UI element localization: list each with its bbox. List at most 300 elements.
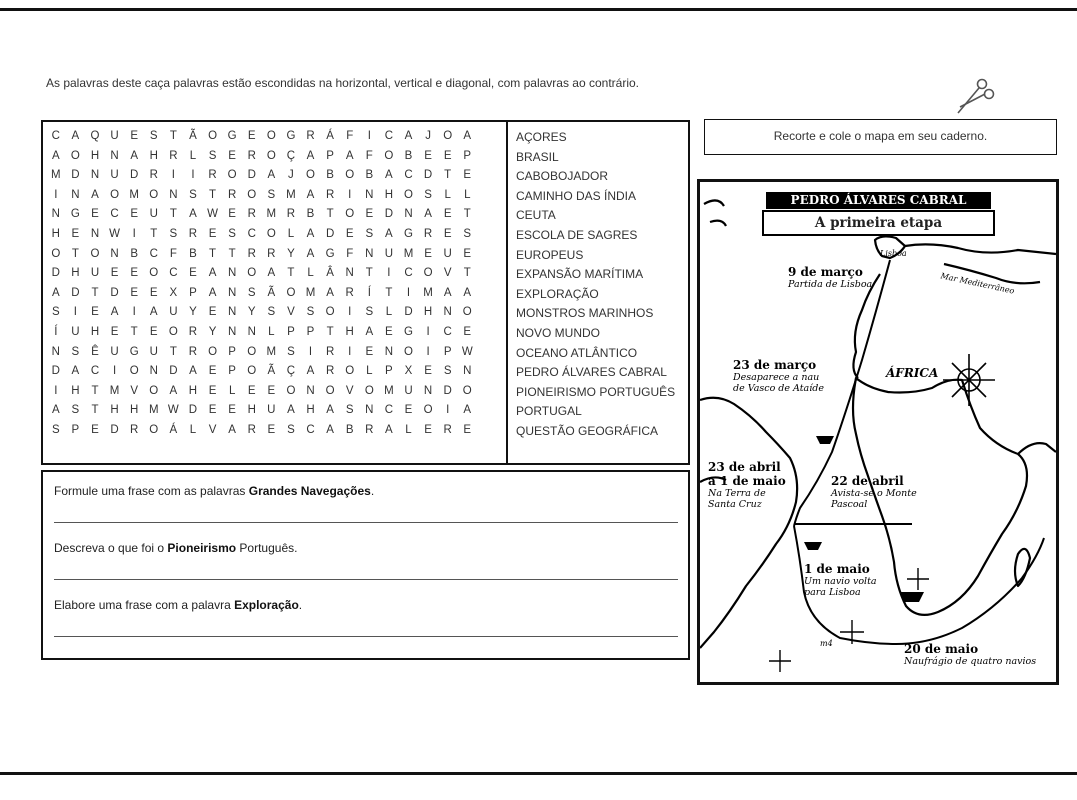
grid-cell[interactable]: Ã (189, 130, 197, 142)
answer-line-1[interactable] (54, 522, 678, 523)
grid-cell[interactable]: Á (326, 130, 334, 142)
grid-cell[interactable]: A (326, 286, 334, 299)
grid-cell[interactable]: A (385, 227, 393, 240)
grid-cell[interactable]: A (51, 404, 60, 417)
grid-cell[interactable]: C (404, 169, 413, 182)
grid-cell[interactable]: M (109, 384, 120, 397)
grid-cell[interactable]: I (54, 188, 58, 201)
grid-cell[interactable]: O (364, 384, 374, 397)
grid-cell[interactable]: S (306, 306, 315, 319)
grid-cell[interactable]: B (130, 247, 138, 260)
grid-cell[interactable]: D (384, 208, 394, 221)
grid-cell[interactable]: M (129, 188, 139, 201)
grid-cell[interactable]: D (110, 286, 119, 299)
grid-cell[interactable]: A (463, 404, 472, 417)
grid-cell[interactable]: T (463, 208, 471, 221)
grid-cell[interactable]: D (423, 169, 433, 182)
grid-cell[interactable]: S (287, 345, 295, 358)
grid-cell[interactable]: A (71, 365, 80, 378)
grid-cell[interactable]: N (463, 365, 472, 378)
grid-cell[interactable]: L (307, 267, 314, 280)
grid-cell[interactable]: B (306, 208, 315, 221)
grid-cell[interactable]: A (306, 365, 315, 378)
grid-cell[interactable]: E (110, 325, 119, 338)
grid-cell[interactable]: E (110, 267, 119, 280)
grid-cell[interactable]: E (228, 149, 236, 162)
grid-cell[interactable]: T (444, 169, 452, 182)
grid-cell[interactable]: E (404, 404, 413, 417)
grid-cell[interactable]: A (267, 169, 276, 182)
grid-cell[interactable]: U (71, 325, 80, 338)
grid-cell[interactable]: C (306, 423, 315, 436)
grid-cell[interactable]: E (463, 423, 472, 436)
grid-cell[interactable]: T (169, 345, 177, 358)
grid-cell[interactable]: V (287, 306, 295, 319)
grid-cell[interactable]: O (286, 286, 296, 299)
grid-cell[interactable]: S (443, 365, 452, 378)
grid-cell[interactable]: T (91, 404, 99, 417)
grid-cell[interactable]: I (132, 227, 136, 240)
grid-cell[interactable]: N (443, 306, 452, 319)
grid-cell[interactable]: E (365, 345, 374, 358)
grid-cell[interactable]: M (423, 286, 433, 299)
grid-cell[interactable]: U (149, 345, 158, 358)
grid-cell[interactable]: N (90, 227, 100, 240)
grid-cell[interactable]: P (287, 325, 295, 338)
grid-cell[interactable]: J (288, 169, 294, 182)
grid-cell[interactable]: R (188, 345, 198, 358)
grid-cell[interactable]: Ç (286, 149, 296, 162)
grid-cell[interactable]: J (425, 130, 431, 142)
grid-cell[interactable]: R (247, 149, 256, 162)
grid-cell[interactable]: O (247, 365, 257, 378)
grid-cell[interactable]: A (208, 267, 217, 280)
grid-cell[interactable]: O (423, 267, 433, 280)
grid-cell[interactable]: E (228, 404, 236, 417)
grid-cell[interactable]: R (325, 345, 335, 358)
grid-cell[interactable]: U (110, 169, 119, 182)
grid-cell[interactable]: P (385, 365, 393, 378)
grid-cell[interactable]: A (110, 306, 119, 319)
grid-cell[interactable]: H (247, 404, 256, 417)
grid-cell[interactable]: D (188, 404, 198, 417)
grid-cell[interactable]: H (149, 149, 158, 162)
grid-cell[interactable]: U (90, 267, 100, 280)
grid-cell[interactable]: H (110, 404, 119, 417)
grid-cell[interactable]: O (208, 130, 218, 142)
grid-cell[interactable]: R (325, 365, 335, 378)
grid-cell[interactable]: H (71, 267, 80, 280)
grid-cell[interactable]: U (149, 208, 158, 221)
grid-cell[interactable]: E (443, 227, 452, 240)
grid-cell[interactable]: N (169, 188, 178, 201)
grid-cell[interactable]: A (326, 404, 334, 417)
grid-cell[interactable]: V (130, 384, 138, 397)
grid-cell[interactable]: O (149, 423, 159, 436)
grid-cell[interactable]: S (267, 306, 276, 319)
grid-cell[interactable]: Ê (91, 345, 99, 358)
grid-cell[interactable]: R (130, 423, 139, 436)
grid-cell[interactable]: C (149, 247, 158, 260)
grid-cell[interactable]: O (345, 169, 355, 182)
grid-cell[interactable]: E (228, 208, 236, 221)
grid-cell[interactable]: I (191, 169, 195, 182)
grid-cell[interactable]: S (365, 306, 374, 319)
grid-cell[interactable]: C (443, 325, 452, 338)
grid-cell[interactable]: I (406, 286, 411, 299)
grid-cell[interactable]: A (51, 286, 60, 299)
grid-cell[interactable]: R (208, 169, 217, 182)
grid-cell[interactable]: E (424, 247, 432, 260)
grid-cell[interactable]: Y (287, 247, 295, 260)
grid-cell[interactable]: I (171, 169, 175, 182)
grid-cell[interactable]: E (189, 267, 197, 280)
grid-cell[interactable]: N (247, 325, 256, 338)
grid-cell[interactable]: R (247, 208, 256, 221)
grid-cell[interactable]: H (71, 384, 80, 397)
grid-cell[interactable]: Á (169, 423, 178, 436)
grid-cell[interactable]: O (345, 208, 355, 221)
grid-cell[interactable]: R (423, 227, 433, 240)
grid-cell[interactable]: M (286, 188, 296, 201)
grid-cell[interactable]: A (385, 169, 393, 182)
grid-cell[interactable]: T (130, 325, 138, 338)
grid-cell[interactable]: I (387, 267, 391, 280)
grid-cell[interactable]: S (71, 345, 80, 358)
grid-cell[interactable]: U (110, 130, 119, 142)
grid-cell[interactable]: N (71, 188, 80, 201)
grid-cell[interactable]: G (404, 227, 413, 240)
grid-cell[interactable]: E (91, 208, 99, 221)
grid-cell[interactable]: O (247, 345, 257, 358)
grid-cell[interactable]: U (384, 247, 394, 260)
grid-cell[interactable]: E (443, 149, 452, 162)
grid-cell[interactable]: R (169, 149, 178, 162)
grid-cell[interactable]: A (51, 149, 60, 162)
grid-cell[interactable]: A (424, 208, 432, 221)
grid-cell[interactable]: O (404, 188, 413, 201)
grid-cell[interactable]: N (51, 345, 60, 358)
grid-cell[interactable]: O (384, 149, 394, 162)
grid-cell[interactable]: Í (367, 286, 371, 299)
grid-cell[interactable]: P (189, 286, 197, 299)
grid-cell[interactable]: Ã (267, 286, 276, 299)
grid-cell[interactable]: G (227, 130, 237, 142)
grid-cell[interactable]: N (306, 384, 315, 397)
grid-cell[interactable]: Â (326, 267, 334, 280)
grid-cell[interactable]: A (443, 286, 452, 299)
grid-cell[interactable]: A (463, 130, 472, 142)
grid-cell[interactable]: I (348, 306, 352, 319)
grid-cell[interactable]: W (167, 404, 179, 417)
grid-cell[interactable]: O (247, 267, 257, 280)
grid-cell[interactable]: T (91, 286, 99, 299)
grid-cell[interactable]: E (208, 306, 217, 319)
grid-cell[interactable]: T (169, 130, 177, 142)
grid-cell[interactable]: O (70, 149, 80, 162)
grid-cell[interactable]: T (91, 384, 99, 397)
grid-cell[interactable]: C (247, 227, 256, 240)
grid-cell[interactable]: O (90, 247, 100, 260)
grid-cell[interactable]: A (208, 286, 217, 299)
grid-cell[interactable]: R (267, 247, 276, 260)
grid-cell[interactable]: S (424, 188, 432, 201)
grid-cell[interactable]: A (91, 188, 99, 201)
grid-cell[interactable]: C (384, 404, 394, 417)
grid-cell[interactable]: R (325, 188, 335, 201)
grid-cell[interactable]: R (227, 188, 237, 201)
answer-line-3[interactable] (54, 636, 678, 637)
grid-cell[interactable]: M (148, 404, 159, 417)
grid-cell[interactable]: L (189, 423, 197, 436)
answer-line-2[interactable] (54, 579, 678, 580)
grid-cell[interactable]: L (464, 188, 471, 201)
grid-cell[interactable]: D (71, 169, 80, 182)
grid-cell[interactable]: Y (189, 306, 197, 319)
grid-cell[interactable]: L (268, 325, 275, 338)
grid-cell[interactable]: V (443, 267, 452, 280)
grid-cell[interactable]: H (130, 404, 139, 417)
grid-cell[interactable]: N (404, 208, 413, 221)
grid-cell[interactable]: T (169, 208, 177, 221)
grid-cell[interactable]: O (462, 306, 472, 319)
grid-cell[interactable]: S (247, 286, 256, 299)
grid-cell[interactable]: S (169, 227, 178, 240)
grid-cell[interactable]: A (463, 286, 472, 299)
grid-cell[interactable]: E (149, 325, 158, 338)
grid-cell[interactable]: E (463, 325, 472, 338)
grid-cell[interactable]: T (150, 227, 158, 240)
grid-cell[interactable]: I (132, 306, 136, 319)
grid-cell[interactable]: P (306, 325, 315, 338)
grid-cell[interactable]: L (366, 365, 373, 378)
grid-cell[interactable]: F (346, 247, 354, 260)
grid-cell[interactable]: T (326, 325, 334, 338)
grid-cell[interactable]: C (51, 130, 60, 142)
grid-cell[interactable]: C (90, 365, 100, 378)
grid-cell[interactable]: O (443, 130, 453, 142)
grid-cell[interactable]: E (247, 130, 256, 142)
grid-cell[interactable]: Y (208, 325, 217, 338)
grid-cell[interactable]: M (305, 286, 316, 299)
grid-cell[interactable]: P (443, 345, 452, 358)
grid-cell[interactable]: I (367, 130, 371, 142)
grid-cell[interactable]: E (345, 227, 354, 240)
grid-cell[interactable]: D (51, 267, 60, 280)
grid-cell[interactable]: E (208, 227, 217, 240)
grid-cell[interactable]: W (461, 345, 473, 358)
grid-cell[interactable]: P (463, 149, 472, 162)
grid-cell[interactable]: S (71, 404, 80, 417)
grid-cell[interactable]: E (208, 384, 217, 397)
grid-cell[interactable]: L (287, 227, 295, 240)
grid-cell[interactable]: U (404, 384, 413, 397)
grid-cell[interactable]: O (325, 306, 335, 319)
grid-cell[interactable]: D (110, 423, 119, 436)
grid-cell[interactable]: N (365, 188, 374, 201)
grid-cell[interactable]: R (306, 130, 315, 142)
grid-cell[interactable]: O (247, 188, 257, 201)
grid-cell[interactable]: A (130, 149, 138, 162)
grid-cell[interactable]: O (462, 384, 472, 397)
grid-cell[interactable]: L (228, 384, 236, 397)
grid-cell[interactable]: E (71, 227, 80, 240)
grid-cell[interactable]: N (227, 286, 237, 299)
grid-cell[interactable]: U (110, 345, 119, 358)
grid-cell[interactable]: R (443, 423, 452, 436)
grid-cell[interactable]: A (189, 208, 197, 221)
grid-cell[interactable]: I (308, 345, 313, 358)
grid-cell[interactable]: T (326, 208, 334, 221)
grid-cell[interactable]: E (267, 423, 276, 436)
grid-cell[interactable]: O (149, 188, 159, 201)
grid-cell[interactable]: D (247, 169, 256, 182)
grid-cell[interactable]: N (110, 247, 119, 260)
grid-cell[interactable]: O (168, 325, 178, 338)
grid-cell[interactable]: H (51, 227, 60, 240)
grid-cell[interactable]: I (73, 306, 77, 319)
grid-cell[interactable]: E (208, 365, 217, 378)
grid-cell[interactable]: H (423, 306, 433, 319)
grid-cell[interactable]: D (325, 227, 335, 240)
grid-cell[interactable]: E (91, 306, 99, 319)
grid-cell[interactable]: T (287, 267, 295, 280)
grid-cell[interactable]: E (424, 365, 432, 378)
grid-cell[interactable]: F (169, 247, 177, 260)
grid-cell[interactable]: T (463, 267, 471, 280)
grid-cell[interactable]: S (365, 227, 374, 240)
grid-cell[interactable]: A (345, 149, 354, 162)
grid-cell[interactable]: D (130, 169, 139, 182)
grid-cell[interactable]: D (71, 286, 80, 299)
grid-cell[interactable]: A (149, 306, 158, 319)
grid-cell[interactable]: E (130, 208, 138, 221)
grid-cell[interactable]: P (71, 423, 80, 436)
grid-cell[interactable]: R (365, 423, 374, 436)
grid-cell[interactable]: L (405, 423, 412, 436)
grid-cell[interactable]: G (325, 247, 335, 260)
grid-cell[interactable]: N (227, 267, 237, 280)
grid-cell[interactable]: L (385, 306, 393, 319)
grid-cell[interactable]: V (208, 423, 217, 436)
grid-cell[interactable]: O (149, 267, 159, 280)
grid-cell[interactable]: L (444, 188, 451, 201)
grid-cell[interactable]: A (326, 423, 334, 436)
grid-cell[interactable]: O (404, 345, 413, 358)
grid-cell[interactable]: Ç (286, 365, 296, 378)
grid-cell[interactable]: S (267, 188, 276, 201)
grid-cell[interactable]: P (228, 345, 236, 358)
grid-cell[interactable]: S (228, 227, 236, 240)
grid-cell[interactable]: B (404, 149, 413, 162)
grid-cell[interactable]: O (306, 169, 315, 182)
grid-cell[interactable]: C (110, 208, 119, 221)
grid-cell[interactable]: R (247, 247, 256, 260)
grid-cell[interactable]: F (346, 130, 354, 142)
grid-cell[interactable]: A (228, 423, 236, 436)
grid-cell[interactable]: E (424, 149, 432, 162)
grid-cell[interactable]: B (345, 423, 354, 436)
grid-cell[interactable]: C (404, 267, 413, 280)
grid-cell[interactable]: S (345, 404, 354, 417)
grid-cell[interactable]: T (209, 247, 217, 260)
grid-cell[interactable]: N (345, 267, 354, 280)
grid-cell[interactable]: N (365, 247, 374, 260)
grid-cell[interactable]: O (227, 169, 237, 182)
grid-cell[interactable]: B (365, 169, 374, 182)
grid-cell[interactable]: A (385, 423, 393, 436)
grid-cell[interactable]: T (228, 247, 236, 260)
grid-cell[interactable]: O (149, 384, 159, 397)
grid-cell[interactable]: E (130, 130, 138, 142)
grid-cell[interactable]: E (130, 267, 138, 280)
grid-cell[interactable]: S (463, 227, 472, 240)
grid-cell[interactable]: I (348, 188, 352, 201)
grid-cell[interactable]: S (51, 423, 60, 436)
grid-cell[interactable]: E (130, 286, 138, 299)
grid-cell[interactable]: O (208, 345, 218, 358)
grid-cell[interactable]: A (306, 247, 315, 260)
grid-cell[interactable]: I (426, 345, 430, 358)
grid-cell[interactable]: I (54, 384, 58, 397)
grid-cell[interactable]: O (51, 247, 61, 260)
grid-cell[interactable]: U (169, 306, 178, 319)
grid-cell[interactable]: E (267, 384, 276, 397)
grid-cell[interactable]: O (345, 365, 355, 378)
grid-cell[interactable]: T (385, 286, 393, 299)
grid-cell[interactable]: H (90, 149, 100, 162)
grid-cell[interactable]: Q (90, 130, 100, 142)
grid-cell[interactable]: X (404, 365, 413, 378)
grid-cell[interactable]: I (446, 404, 450, 417)
grid-cell[interactable]: N (90, 169, 100, 182)
grid-cell[interactable]: A (71, 130, 80, 142)
grid-cell[interactable]: N (110, 149, 119, 162)
grid-cell[interactable]: G (129, 345, 139, 358)
grid-cell[interactable]: A (306, 188, 315, 201)
grid-cell[interactable]: E (424, 423, 432, 436)
grid-cell[interactable]: L (189, 149, 197, 162)
grid-cell[interactable]: N (51, 208, 60, 221)
grid-cell[interactable]: Ã (267, 365, 276, 378)
grid-cell[interactable]: U (267, 404, 276, 417)
grid-cell[interactable]: E (208, 404, 217, 417)
grid-cell[interactable]: M (266, 208, 277, 221)
grid-cell[interactable]: S (208, 149, 217, 162)
grid-cell[interactable]: U (443, 247, 452, 260)
grid-cell[interactable]: N (227, 325, 237, 338)
grid-cell[interactable]: D (443, 384, 452, 397)
grid-cell[interactable]: D (169, 365, 178, 378)
grid-cell[interactable]: S (287, 423, 295, 436)
grid-cell[interactable]: G (404, 325, 413, 338)
grid-cell[interactable]: N (227, 306, 237, 319)
grid-cell[interactable]: S (149, 130, 158, 142)
grid-cell[interactable]: R (247, 423, 256, 436)
grid-cell[interactable]: I (426, 325, 430, 338)
grid-cell[interactable]: G (286, 130, 296, 142)
grid-cell[interactable]: H (188, 384, 198, 397)
grid-cell[interactable]: N (365, 404, 374, 417)
grid-cell[interactable]: M (266, 345, 277, 358)
grid-cell[interactable]: E (463, 247, 472, 260)
grid-cell[interactable]: G (70, 208, 80, 221)
grid-cell[interactable]: V (345, 384, 354, 397)
grid-cell[interactable]: E (149, 286, 158, 299)
grid-cell[interactable]: W (207, 208, 218, 221)
grid-cell[interactable]: E (385, 325, 393, 338)
grid-cell[interactable]: C (384, 130, 394, 142)
